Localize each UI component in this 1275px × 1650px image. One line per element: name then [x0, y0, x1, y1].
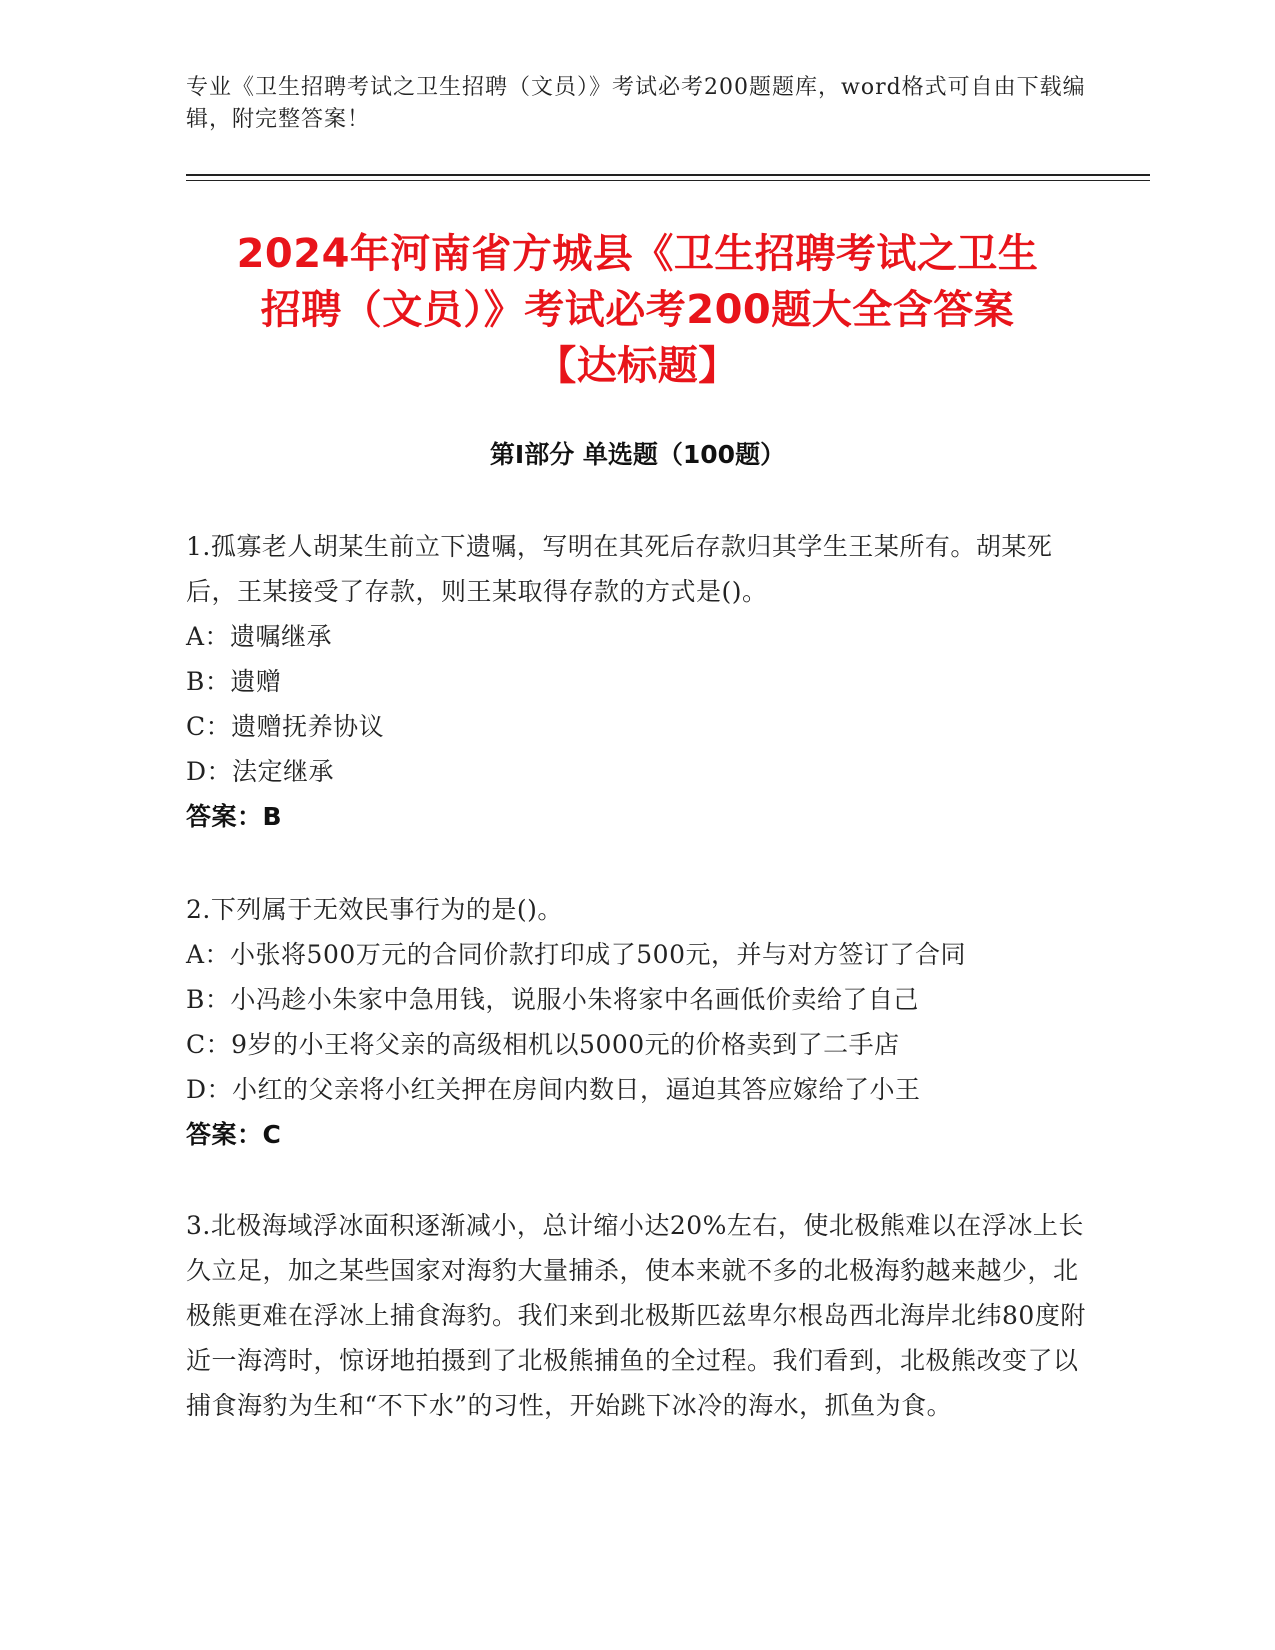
option-d: D：法定继承 — [186, 757, 335, 786]
option-d: D：小红的父亲将小红关押在房间内数日，逼迫其答应嫁给了小王 — [186, 1075, 921, 1104]
option-b: B：遗赠 — [186, 667, 282, 696]
answer: 答案：C — [186, 1120, 282, 1149]
question-3 — [186, 1203, 1086, 1428]
header-divider-thick — [186, 174, 1150, 176]
question-stem: 3.北极海域浮冰面积逐渐减小，总计缩小达20%左右，使北极熊难以在浮冰上长久立足，加之某些国家对海豹大量捕杀，使本来就不多的北极海豹越来越少，北极熊更难在浮冰上捕食海豹。我们来到北极斯匹兹卑尔根岛西北海岸北纬80度附近一海湾时，惊讶地拍摄到了北极熊捕鱼的全过程。我们看到，北极熊改变了以捕食海豹为生和“不下水”的习性，开始跳下冰冷的海水，抓鱼为食。 — [186, 1211, 1086, 1420]
question-stem: 2.下列属于无效民事行为的是()。 — [186, 895, 563, 924]
document-title — [150, 226, 1125, 394]
question-stem: 1.孤寡老人胡某生前立下遗嘱，写明在其死后存款归其学生王某所有。胡某死后，王某接受了存款，则王某取得存款的方式是()。 — [186, 532, 1053, 606]
option-c: C：9岁的小王将父亲的高级相机以5000元的价格卖到了二手店 — [186, 1030, 900, 1059]
header-divider-thin — [186, 180, 1150, 181]
section-title: 第I部分 单选题（100题） — [489, 440, 786, 469]
question-2 — [186, 887, 1086, 1157]
option-b: B：小冯趁小朱家中急用钱，说服小朱将家中名画低价卖给了自己 — [186, 985, 919, 1014]
option-a: A：遗嘱继承 — [186, 622, 333, 651]
answer: 答案：B — [186, 802, 283, 831]
header-note: 专业《卫生招聘考试之卫生招聘（文员）》考试必考200题题库，word格式可自由下载编辑，附完整答案！ — [186, 75, 1086, 132]
option-c: C：遗赠抚养协议 — [186, 712, 385, 741]
question-1 — [186, 524, 1086, 839]
title-line-1: 2024年河南省方城县《卫生招聘考试之卫生 — [236, 231, 1039, 277]
title-line-2: 招聘（文员）》考试必考200题大全含答案 — [260, 287, 1015, 333]
title-line-3: 【达标题】 — [536, 343, 739, 389]
option-a: A：小张将500万元的合同价款打印成了500元，并与对方签订了合同 — [186, 940, 966, 969]
